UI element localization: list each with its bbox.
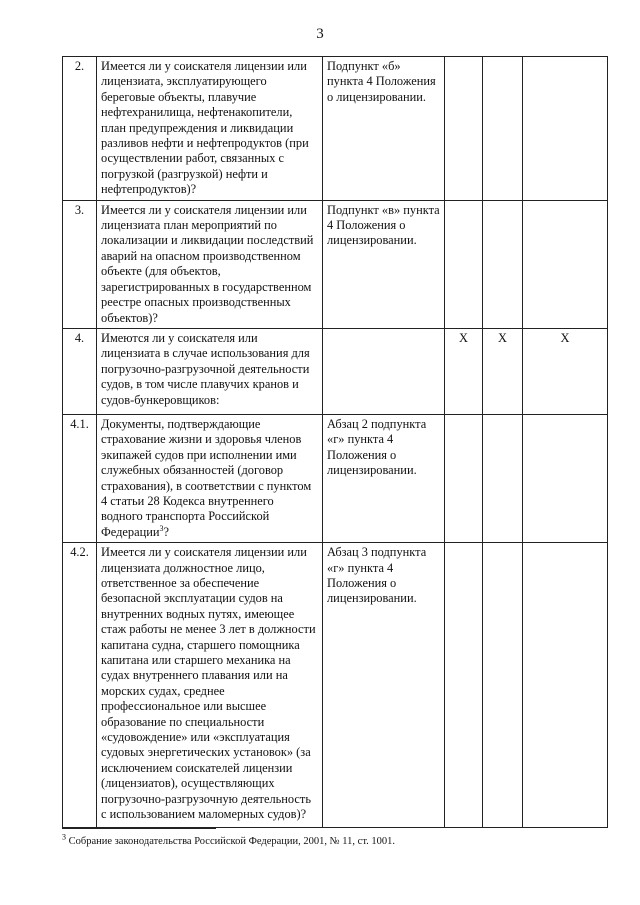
row-number: 3. <box>63 200 97 328</box>
answer-cell <box>445 414 483 542</box>
table-row <box>63 57 608 201</box>
row-number: 4.2. <box>63 543 97 828</box>
question-end: ? <box>163 524 170 539</box>
legal-reference-cell <box>323 328 445 414</box>
answer-cell <box>523 200 608 328</box>
footnote-reference: 3 <box>159 523 164 533</box>
answer-cell <box>483 57 523 201</box>
answer-cell <box>523 57 608 201</box>
answer-cell <box>483 543 523 828</box>
footnote-text: Собрание законодательства Российской Федерации, 2001, № 11, ст. 1001. <box>66 836 396 847</box>
row-number: 4.1. <box>63 414 97 542</box>
question-cell: Имеются ли у соискателя или лицензиата в случае использования для погрузочно-разгрузочной деятельности судов, в том числе плавучих кранов и судов-бункеровщиков: <box>97 328 323 414</box>
page-number: 3 <box>316 26 324 42</box>
not-applicable-mark: X <box>523 328 608 414</box>
footnote-mark: 3 <box>62 832 66 842</box>
answer-cell <box>483 200 523 328</box>
legal-reference-cell: Подпункт «в» пункта 4 Положения о лицензировании. <box>323 200 445 328</box>
question-text: Документы, подтверждающие страхование жизни и здоровья членов экипажей судов при исполнении ими служебных обязанностей (договор страхования), в соответствии с пунктом 4 статьи 28 Кодекса внутреннего водного транспорта Российской Федерации <box>101 416 312 539</box>
question-cell: Имеется ли у соискателя лицензии или лицензиата, эксплуатирующего береговые объекты, плавучие нефтехранилища, нефтенакопители, план предупреждения и ликвидации разливов нефти и нефтепродуктов (при осуществлении работ, связанных с погрузкой (разгрузкой) нефти и нефтепродуктов)? <box>97 57 323 201</box>
table-row <box>63 543 608 828</box>
footnote-divider <box>62 828 216 829</box>
table-row <box>63 414 608 542</box>
legal-reference-cell: Абзац 2 подпункта «г» пункта 4 Положения о лицензировании. <box>323 414 445 542</box>
table-row <box>63 200 608 328</box>
license-checklist-table <box>62 56 608 828</box>
not-applicable-mark: X <box>483 328 523 414</box>
footnote <box>62 832 396 847</box>
table-row <box>63 328 608 414</box>
answer-cell <box>445 543 483 828</box>
answer-cell <box>483 414 523 542</box>
row-number: 2. <box>63 57 97 201</box>
legal-reference-cell: Подпункт «б» пункта 4 Положения о лицензировании. <box>323 57 445 201</box>
not-applicable-mark: X <box>445 328 483 414</box>
answer-cell <box>445 57 483 201</box>
row-number: 4. <box>63 328 97 414</box>
question-cell: Имеется ли у соискателя лицензии или лицензиата план мероприятий по локализации и ликвидации последствий аварий на опасном производственном объекте (для объектов, зарегистрированных в государственном реестре опасных производственных объектов)? <box>97 200 323 328</box>
answer-cell <box>445 200 483 328</box>
answer-cell <box>523 543 608 828</box>
answer-cell <box>523 414 608 542</box>
question-cell <box>97 414 323 542</box>
legal-reference-cell: Абзац 3 подпункта «г» пункта 4 Положения о лицензировании. <box>323 543 445 828</box>
question-cell: Имеется ли у соискателя лицензии или лицензиата должностное лицо, ответственное за обеспечение безопасной эксплуатации судов на внутренних водных путях, имеющее стаж работы не менее 3 лет в должности капитана судна, старшего помощника капитана или старшего механика на судах внутреннего плавания или на морских судах, среднее профессиональное или высшее образование по специальности «судовождение» или «эксплуатация судовых энергетических установок» (за исключением соискателей лицензии (лицензиатов), осуществляющих погрузочно-разгрузочную деятельность с использованием маломерных судов)? <box>97 543 323 828</box>
